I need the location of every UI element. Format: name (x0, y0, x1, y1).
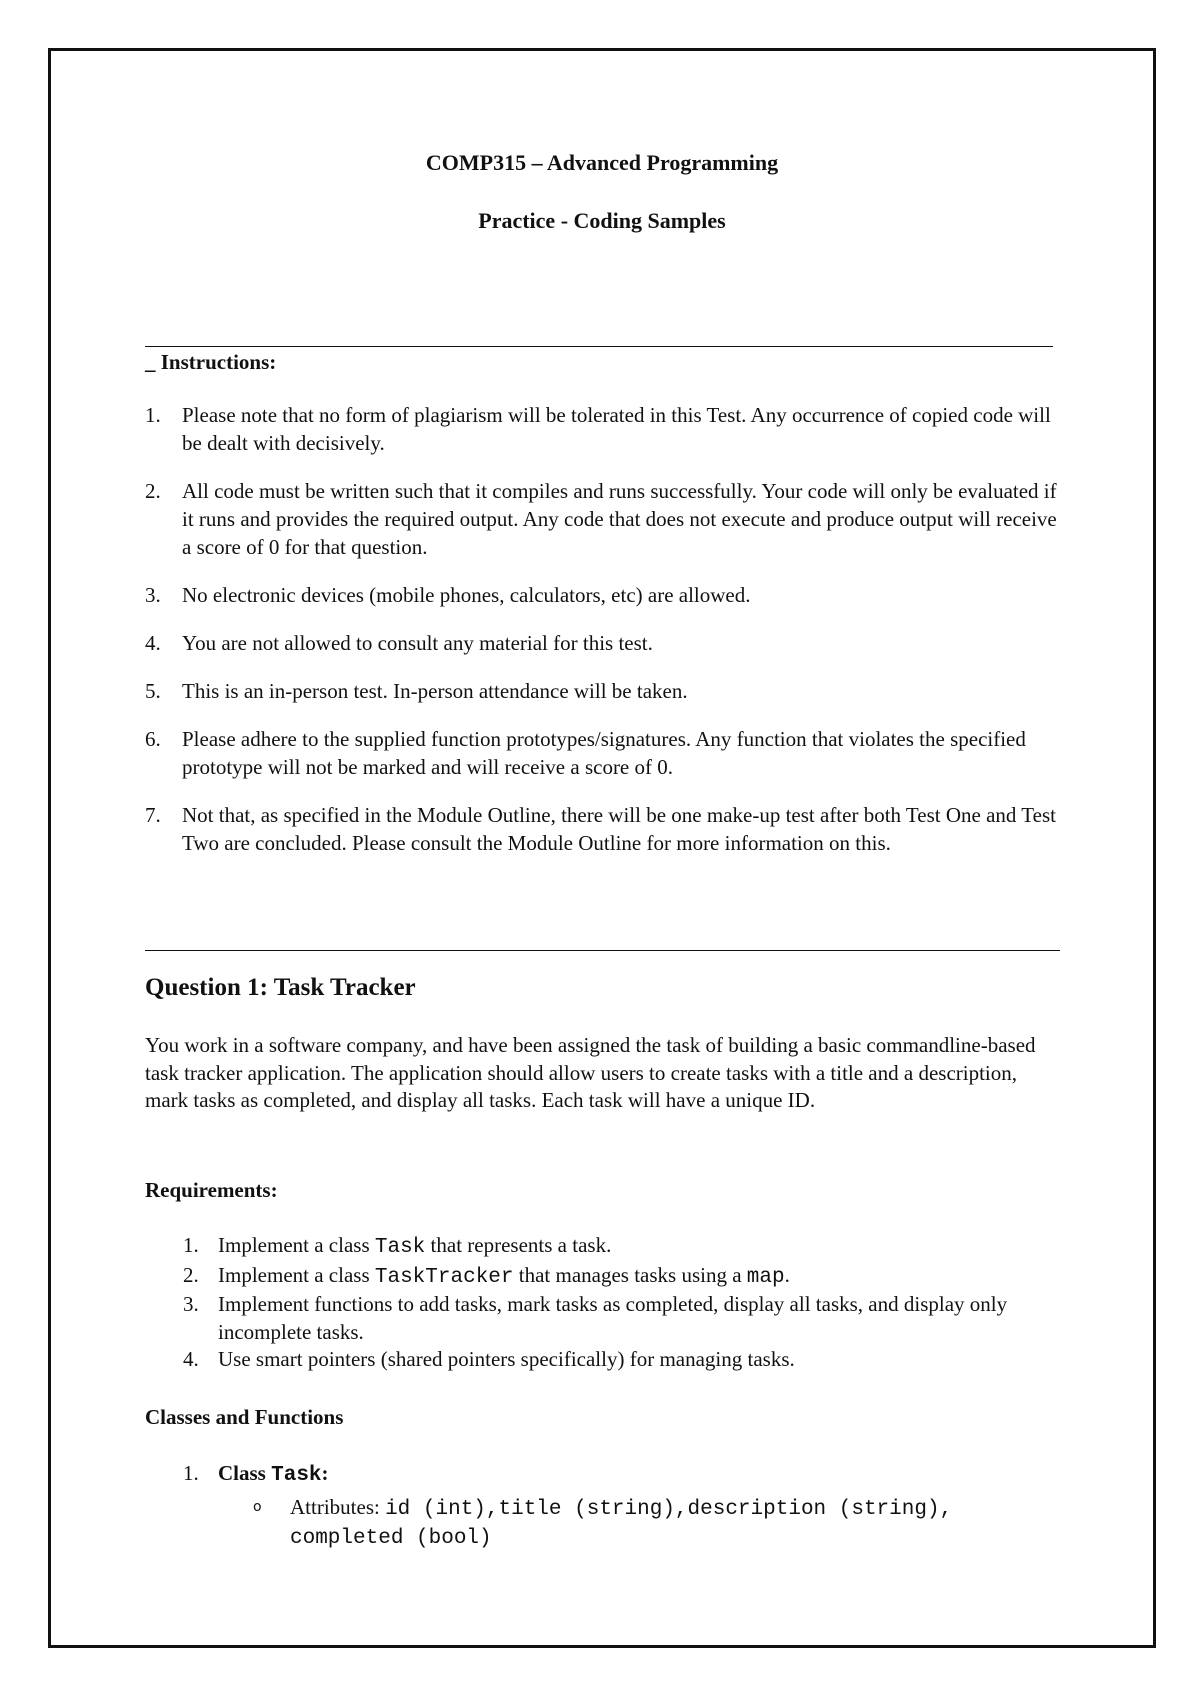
document-subtitle: Practice - Coding Samples (478, 208, 726, 233)
instructions-heading: _ Instructions: (145, 350, 277, 374)
circle-bullet-icon: o (253, 1498, 262, 1515)
classes-heading: Classes and Functions (145, 1405, 344, 1429)
course-title: COMP315 – Advanced Programming (425, 150, 779, 175)
separator-line-bottom (145, 950, 1060, 951)
requirements-list (183, 1232, 1043, 1374)
instruction-item: 6. Please adhere to the supplied function prototypes/signatures. Any function that violates the specified prototype will not be marked and will receive a score of 0. (145, 727, 1026, 779)
instruction-item: 7. Not that, as specified in the Module Outline, there will be one make-up test after both Test One and Test Two are concluded. Please consult the Module Outline for more information on this. (145, 803, 1056, 855)
instruction-item: 3. No electronic devices (mobile phones, calculators, etc) are allowed. (145, 583, 751, 607)
instruction-item: 1. Please note that no form of plagiarism will be tolerated in this Test. Any occurrence of copied code will be dealt with decisively. (145, 403, 1051, 455)
question-title: Question 1: Task Tracker (145, 974, 416, 1001)
requirement-item: 1. Implement a class Task that represents a task. (183, 1233, 612, 1259)
class-attributes (218, 1494, 1063, 1553)
class-item: 1. Class Task: o Attributes: id (int),title (string),description (string), completed (bool) (183, 1460, 1063, 1553)
instruction-item: 5. This is an in-person test. In-person attendance will be taken. (145, 679, 688, 703)
requirements-heading: Requirements: (145, 1178, 278, 1202)
requirement-item: 4. Use smart pointers (shared pointers specifically) for managing tasks. (183, 1347, 795, 1371)
requirement-item: 2. Implement a class TaskTracker that manages tasks using a map. (183, 1262, 790, 1289)
question-text: You work in a software company, and have been assigned the task of building a basic commandline-based task tracker application. The application should allow users to create tasks with a title and a description, mark tasks as completed, and display all tasks. Each task will have a unique ID. (145, 1033, 1036, 1112)
instruction-item: 2. All code must be written such that it compiles and runs successfully. Your code will only be evaluated if it runs and provides the required output. Any code that does not execute and produce output will receive a score of 0 for that question. (145, 479, 1057, 559)
requirement-item: 3. Implement functions to add tasks, mark tasks as completed, display all tasks, and display only incomplete tasks. (183, 1292, 1008, 1344)
instructions-list (145, 401, 1060, 877)
attribute-item: o Attributes: id (int),title (string),description (string), completed (bool) (253, 1494, 953, 1550)
separator-line-top (145, 346, 1053, 347)
classes-list (183, 1460, 1063, 1553)
instruction-item: 4. You are not allowed to consult any material for this test. (145, 631, 653, 655)
class-label: Class Task: (218, 1461, 329, 1487)
